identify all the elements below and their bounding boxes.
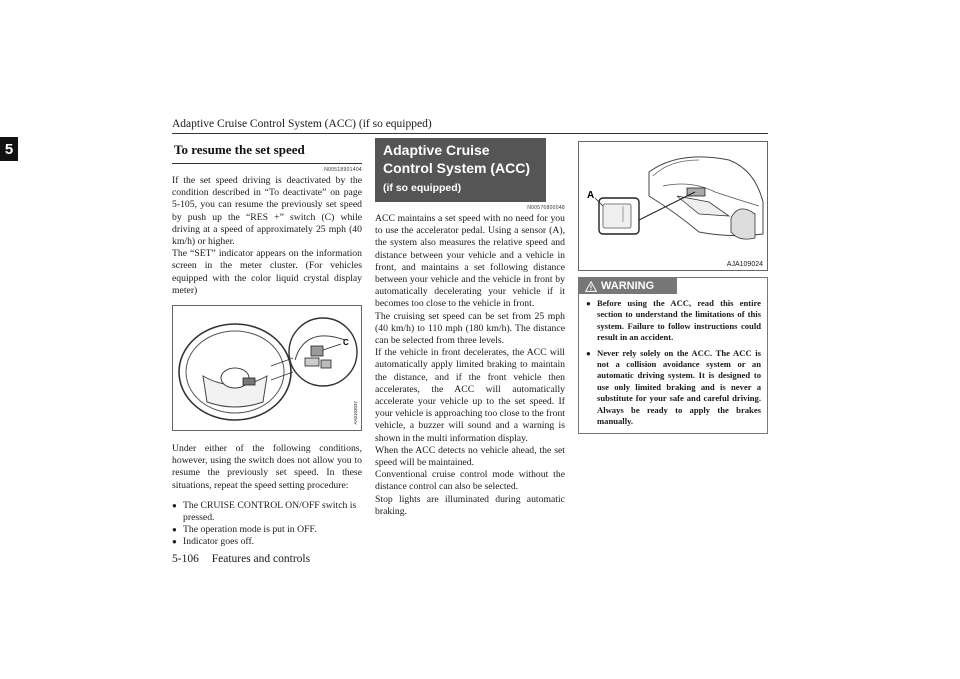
page-footer (172, 553, 320, 565)
warning-item-2: ● Never rely solely on the ACC. The ACC is not a collision avoidance system or an automatic driving system. It is designed to use only limited braking and is never a substitute for your safe and careful driving. Always be ready to apply the brakes manually. (579, 348, 767, 428)
acc-heading-sub: (if so equipped) (383, 182, 462, 194)
steering-wheel-illustration (173, 306, 361, 430)
acc-code: N00576800048 (527, 205, 565, 211)
sensor-a-label: A (587, 190, 595, 201)
resume-heading: To resume the set speed (172, 138, 362, 164)
right-column (578, 138, 768, 434)
chapter-tab: 5 (0, 137, 18, 161)
acc-section (375, 138, 565, 518)
car-figure-code: AJA109024 (726, 261, 763, 268)
acc-heading (375, 138, 546, 202)
resume-code: N00518901404 (324, 167, 362, 173)
warning-item-1: ● Before using the ACC, read this entire section to understand the limitations of this system. Failure to follow instructions could result in an accident. (579, 298, 767, 344)
warning-triangle-icon (585, 281, 597, 292)
resume-bullet-2: ● The operation mode is put in OFF. (172, 524, 362, 536)
resume-para-3: Under either of the following conditions, however, using the switch does not allow you to resume the previously set speed. In these situations, repeat the speed setting procedure: (172, 443, 362, 491)
section-name: Features and controls (211, 553, 311, 565)
resume-para-2: The “SET” indicator appears on the information screen in the meter cluster. (For vehicles equipped with the color liquid crystal display meter) (172, 248, 362, 296)
warning-header (579, 278, 677, 294)
acc-para-5: Conventional cruise control mode without the distance control can also be selected. (375, 469, 565, 493)
header-rule (172, 133, 768, 134)
resume-bullet-1: ● The CRUISE CONTROL ON/OFF switch is pressed. (172, 500, 362, 524)
figure-code: AA0103037 (353, 400, 358, 425)
page-header-title: Adaptive Cruise Control System (ACC) (if so equipped) (172, 118, 432, 130)
acc-heading-main: Adaptive Cruise Control System (ACC) (383, 142, 531, 176)
acc-para-6: Stop lights are illuminated during automatic braking. (375, 493, 565, 517)
resume-para-1: If the set speed driving is deactivated by the condition described in “To deactivate” on page 5-105, you can resume the previously set speed by push up the “RES +” switch (C) while driving at a speed of approximately 25 mph (40 km/h) or higher. (172, 175, 362, 248)
warning-box (578, 277, 768, 434)
switch-c-label: C (343, 338, 349, 348)
car-front-illustration (579, 142, 767, 270)
resume-section (172, 138, 362, 549)
sensor-location-figure (578, 141, 768, 271)
acc-para-1: ACC maintains a set speed with no need for you to use the accelerator pedal. Using a sensor (A), the system also measures the relative speed and distance between your vehicle and a vehicle in front, and maintains a set following distance between your vehicle and the vehicle in front by automatically decelerating your vehicle if it becomes too close to the vehicle in front. (375, 213, 565, 310)
acc-para-2: The cruising set speed can be set from 25 mph (40 km/h) to 110 mph (180 km/h). The distance can be selected from three levels. (375, 310, 565, 347)
resume-bullet-3: ● Indicator goes off. (172, 536, 362, 548)
acc-para-4: When the ACC detects no vehicle ahead, the set speed will be maintained. (375, 444, 565, 469)
page-number: 5-106 (172, 553, 199, 565)
steering-wheel-figure (172, 305, 362, 431)
acc-para-3: If the vehicle in front decelerates, the ACC will automatically apply limited braking to maintain the distance, and if the front vehicle then accelerates, the ACC will automatically accelerate your vehicle up to the set speed. If your vehicle is approaching too close to the front vehicle, a buzzer will sound and a warning is shown in the multi information display. (375, 347, 565, 444)
warning-title: WARNING (601, 280, 655, 292)
